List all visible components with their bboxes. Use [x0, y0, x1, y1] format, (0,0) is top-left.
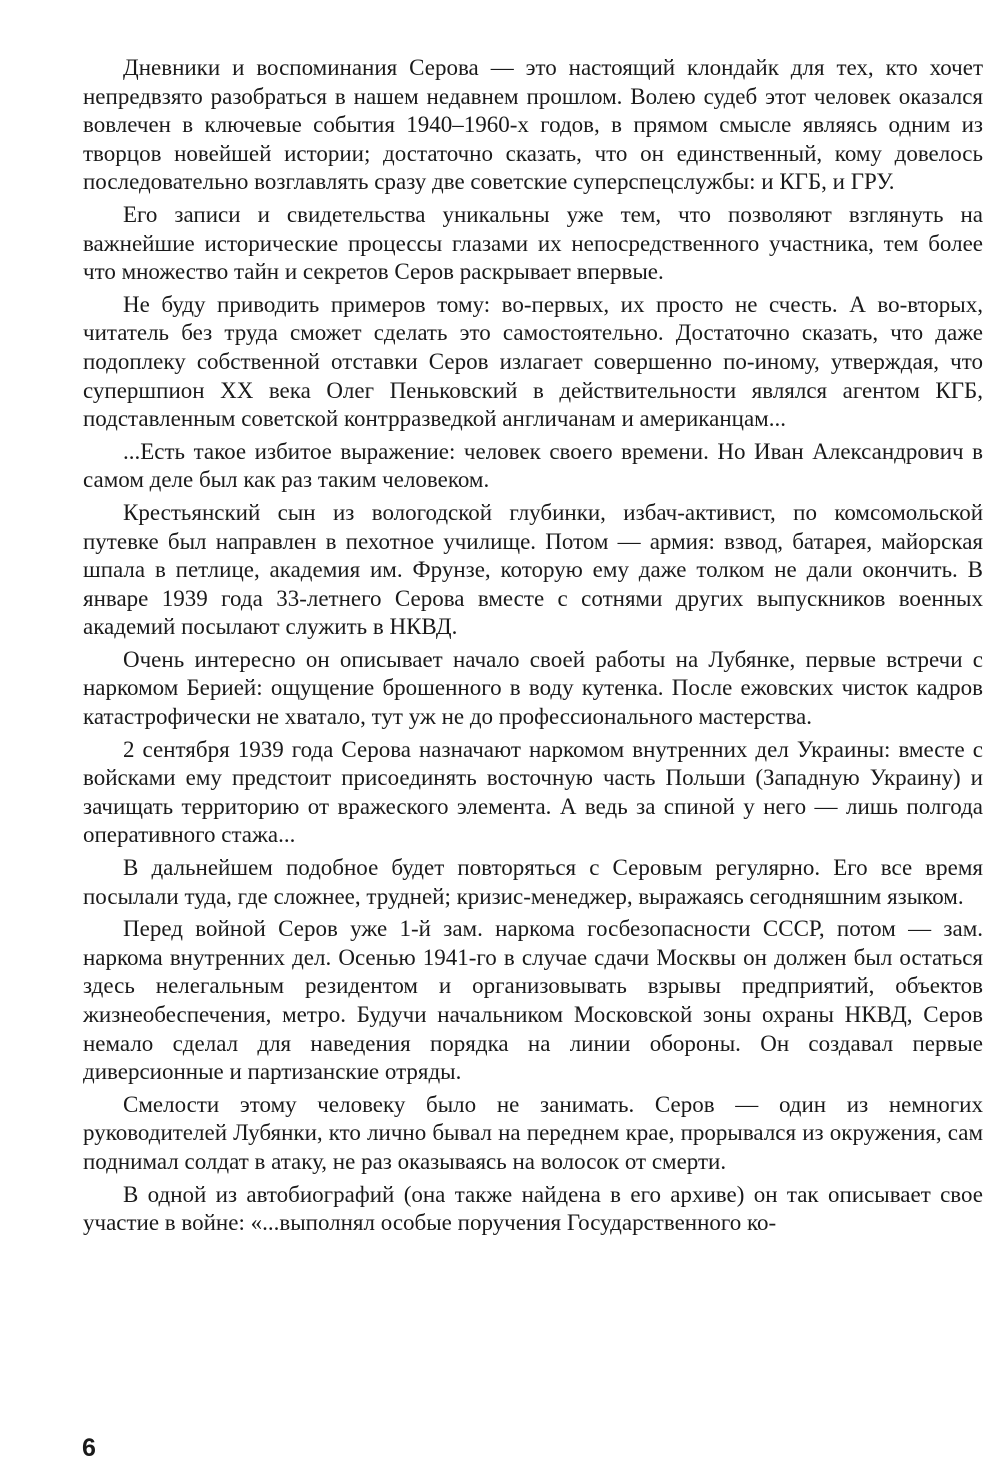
paragraph-9: Перед войной Серов уже 1-й зам. наркома госбезопасности СССР, потом — зам. наркома внутренних дел. Осенью 1941-го в случае сдачи Москвы он должен был остаться здесь нелегальным резидентом и организовывать взрывы предприятий, объектов жизнеобеспечения, метро. Будучи начальником Московской зоны охраны НКВД, Серов немало сделал для наведения порядка на линии обороны. Он создавал первые диверсионные и партизанские отряды.	[83, 916, 983, 1085]
paragraph-10: Смелости этому человеку было не занимать. Серов — один из немногих руководителей Лубянки, кто лично бывал на переднем крае, прорывался из окружения, сам поднимал солдат в атаку, не раз оказываясь на волосок от смерти.	[83, 1091, 983, 1174]
paragraph-6: Очень интересно он описывает начало своей работы на Лубянке, первые встречи с наркомом Берией: ощущение брошенного в воду кутенка. После ежовских чисток кадров катастрофически не хватало, тут уж не до профессионального мастерства.	[83, 646, 983, 730]
page-number: 6	[82, 1434, 96, 1462]
paragraph-3: Не буду приводить примеров тому: во-первых, их просто не счесть. А во-вторых, читатель без труда сможет сделать это самостоятельно. Достаточно сказать, что даже подоплеку собственной отставки Серов излагает совершенно по-иному, утверждая, что супершпион XX века Олег Пеньковский в действительности являлся агентом КГБ, подставленным советской контрразведкой англичанам и американцам...	[83, 291, 983, 432]
paragraph-1: Дневники и воспоминания Серова — это настоящий клондайк для тех, кто хочет непредвзято разобраться в нашем недавнем прошлом. Волею судеб этот человек оказался вовлечен в ключевые события 1940–1960-х годов, в прямом смысле являясь одним из творцов новейшей истории; достаточно сказать, что он единственный, кому довелось последовательно возглавлять сразу две советские суперспецслужбы: и КГБ, и ГРУ.	[83, 55, 983, 195]
paragraph-4: ...Есть такое избитое выражение: человек своего времени. Но Иван Александрович в самом деле был как раз таким человеком.	[83, 438, 983, 493]
body-text	[83, 54, 983, 1242]
paragraph-11: В одной из автобиографий (она также найдена в его архиве) он так описывает свое участие в войне: «...выполнял особые поручения Государственного ко-	[83, 1181, 983, 1236]
paragraph-7: 2 сентября 1939 года Серова назначают наркомом внутренних дел Украины: вместе с войсками ему предстоит присоединять восточную часть Польши (Западную Украину) и зачищать территорию от вражеского элемента. А ведь за спиной у него — лишь полгода оперативного стажа...	[83, 736, 983, 848]
paragraph-5: Крестьянский сын из вологодской глубинки, избач-активист, по комсомольской путевке был направлен в пехотное училище. Потом — армия: взвод, батарея, майорская шпала в петлице, академия им. Фрунзе, которую ему даже толком не дали окончить. В январе 1939 года 33-летнего Серова вместе с сотнями других выпускников военных академий посылают служить в НКВД.	[83, 499, 983, 640]
paragraph-2: Его записи и свидетельства уникальны уже тем, что позволяют взглянуть на важнейшие исторические процессы глазами их непосредственного участника, тем более что множество тайн и секретов Серов раскрывает впервые.	[83, 201, 983, 285]
paragraph-8: В дальнейшем подобное будет повторяться с Серовым регулярно. Его все время посылали туда, где сложнее, трудней; кризис-менеджер, выражаясь сегодняшним языком.	[83, 855, 983, 909]
